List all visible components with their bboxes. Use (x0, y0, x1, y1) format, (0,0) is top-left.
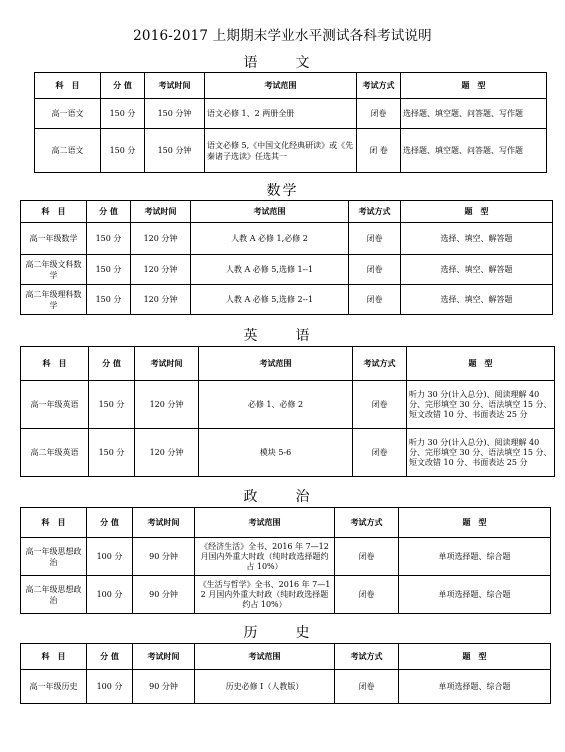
header-subject: 科 目 (21, 508, 87, 538)
header-range: 考试范围 (191, 201, 349, 223)
cell-type: 单项选择题、综合题 (399, 538, 551, 576)
header-score: 分 值 (87, 644, 133, 670)
table-header-row (35, 73, 547, 99)
header-type: 题 型 (399, 508, 551, 538)
cell-range: 人教 A 必修 5,选修 1--1 (191, 255, 349, 285)
cell-type: 单项选择题、综合题 (399, 576, 551, 614)
table-politics (20, 507, 551, 614)
cell-range: 《经济生活》全书、2016 年 7—12 月国内外重大时政（纯时政选择题约占 10%） (195, 538, 335, 576)
table-row (21, 670, 551, 704)
table-row (21, 285, 553, 315)
cell-subject: 高一年级历史 (21, 670, 87, 704)
header-mode: 考试方式 (353, 347, 407, 381)
cell-subject: 高二语文 (35, 129, 101, 173)
table-row (21, 381, 555, 429)
header-range: 考试范围 (205, 73, 357, 99)
cell-score: 100 分 (87, 576, 133, 614)
header-range: 考试范围 (199, 347, 353, 381)
cell-type: 选择、填空、解答题 (401, 285, 553, 315)
table-chinese (34, 72, 547, 173)
cell-range: 人教 A 必修 1,必修 2 (191, 223, 349, 255)
table-row (35, 129, 547, 173)
cell-mode: 闭卷 (349, 255, 401, 285)
section-title-politics: 政 治 (243, 489, 322, 505)
cell-score: 150 分 (87, 255, 131, 285)
header-mode: 考试方式 (357, 73, 401, 99)
table-row (21, 576, 551, 614)
cell-type: 选择题、填空题、问答题、写作题 (401, 99, 547, 129)
header-subject: 科 目 (21, 347, 89, 381)
header-score: 分 值 (87, 201, 131, 223)
cell-range: 语文必修 5,《中国文化经典研读》或《先秦诸子选读》任选其一 (205, 129, 357, 173)
header-range: 考试范围 (195, 508, 335, 538)
header-type: 题 型 (407, 347, 555, 381)
header-type: 题 型 (401, 73, 547, 99)
cell-time: 90 分钟 (133, 576, 195, 614)
cell-time: 150 分钟 (145, 99, 205, 129)
cell-mode: 闭卷 (349, 285, 401, 315)
cell-time: 120 分钟 (131, 285, 191, 315)
cell-score: 150 分 (87, 223, 131, 255)
cell-time: 150 分钟 (145, 129, 205, 173)
header-time: 考试时间 (133, 644, 195, 670)
cell-mode: 闭卷 (353, 381, 407, 429)
cell-subject: 高一语文 (35, 99, 101, 129)
cell-type: 听力 30 分(计入总分)、阅读理解 40 分、完形填空 30 分、语法填空 15 分、短文改错 10 分、书面表达 25 分 (407, 429, 555, 477)
header-time: 考试时间 (135, 347, 199, 381)
cell-time: 120 分钟 (131, 255, 191, 285)
table-math (20, 200, 553, 315)
cell-time: 120 分钟 (131, 223, 191, 255)
cell-subject: 高二年级文科数学 (21, 255, 87, 285)
cell-range: 《生活与哲学》全书、2016 年 7—12 月国内外重大时政（纯时政选择题约占 10%） (195, 576, 335, 614)
cell-type: 听力 30 分(计入总分)、阅读理解 40 分、完形填空 30 分、语法填空 15 分、短文改错 10 分、书面表达 25 分 (407, 381, 555, 429)
cell-score: 150 分 (89, 429, 135, 477)
cell-score: 150 分 (101, 129, 145, 173)
header-subject: 科 目 (35, 73, 101, 99)
table-row (35, 99, 547, 129)
section-title-english: 英 语 (243, 328, 322, 344)
section-title-history: 历 史 (243, 625, 322, 641)
header-time: 考试时间 (131, 201, 191, 223)
cell-time: 120 分钟 (135, 429, 199, 477)
cell-score: 150 分 (101, 99, 145, 129)
table-row (21, 223, 553, 255)
cell-subject: 高一年级思想政治 (21, 538, 87, 576)
document-title: 2016-2017 上期期末学业水平测试各科考试说明 (133, 28, 432, 44)
section-title-math: 数学 (266, 183, 299, 199)
cell-type: 选择、填空、解答题 (401, 223, 553, 255)
cell-type: 选择题、填空题、问答题、写作题 (401, 129, 547, 173)
cell-mode: 闭卷 (335, 670, 399, 704)
cell-range: 历史必修 I（人教版） (195, 670, 335, 704)
header-subject: 科 目 (21, 201, 87, 223)
cell-time: 120 分钟 (135, 381, 199, 429)
cell-time: 90 分钟 (133, 670, 195, 704)
table-row (21, 538, 551, 576)
header-subject: 科 目 (21, 644, 87, 670)
header-time: 考试时间 (133, 508, 195, 538)
cell-subject: 高一年级数学 (21, 223, 87, 255)
cell-range: 人教 A 必修 5,选修 2--1 (191, 285, 349, 315)
table-history (20, 643, 551, 704)
cell-mode: 闭卷 (335, 538, 399, 576)
cell-range: 语文必修 1、2 两册全册 (205, 99, 357, 129)
cell-subject: 高二年级理科数学 (21, 285, 87, 315)
cell-subject: 高一年级英语 (21, 381, 89, 429)
header-score: 分 值 (101, 73, 145, 99)
header-score: 分 值 (89, 347, 135, 381)
cell-score: 100 分 (87, 670, 133, 704)
header-mode: 考试方式 (349, 201, 401, 223)
cell-score: 150 分 (89, 381, 135, 429)
cell-mode: 闭卷 (335, 576, 399, 614)
cell-subject: 高二年级英语 (21, 429, 89, 477)
table-row (21, 255, 553, 285)
cell-time: 90 分钟 (133, 538, 195, 576)
cell-subject: 高二年级思想政治 (21, 576, 87, 614)
table-header-row (21, 644, 551, 670)
header-mode: 考试方式 (335, 644, 399, 670)
cell-type: 选择、填空、解答题 (401, 255, 553, 285)
table-english (20, 346, 555, 477)
cell-range: 必修 1、必修 2 (199, 381, 353, 429)
header-mode: 考试方式 (335, 508, 399, 538)
table-header-row (21, 347, 555, 381)
header-time: 考试时间 (145, 73, 205, 99)
header-score: 分 值 (87, 508, 133, 538)
cell-mode: 闭卷 (357, 99, 401, 129)
header-range: 考试范围 (195, 644, 335, 670)
cell-score: 150 分 (87, 285, 131, 315)
header-type: 题 型 (399, 644, 551, 670)
cell-type: 单项选择题、综合题 (399, 670, 551, 704)
section-title-chinese: 语 文 (243, 55, 322, 71)
cell-mode: 闭卷 (353, 429, 407, 477)
table-header-row (21, 201, 553, 223)
cell-mode: 闭卷 (349, 223, 401, 255)
cell-mode: 闭 卷 (357, 129, 401, 173)
cell-score: 100 分 (87, 538, 133, 576)
table-header-row (21, 508, 551, 538)
header-type: 题 型 (401, 201, 553, 223)
cell-range: 模块 5-6 (199, 429, 353, 477)
table-row (21, 429, 555, 477)
